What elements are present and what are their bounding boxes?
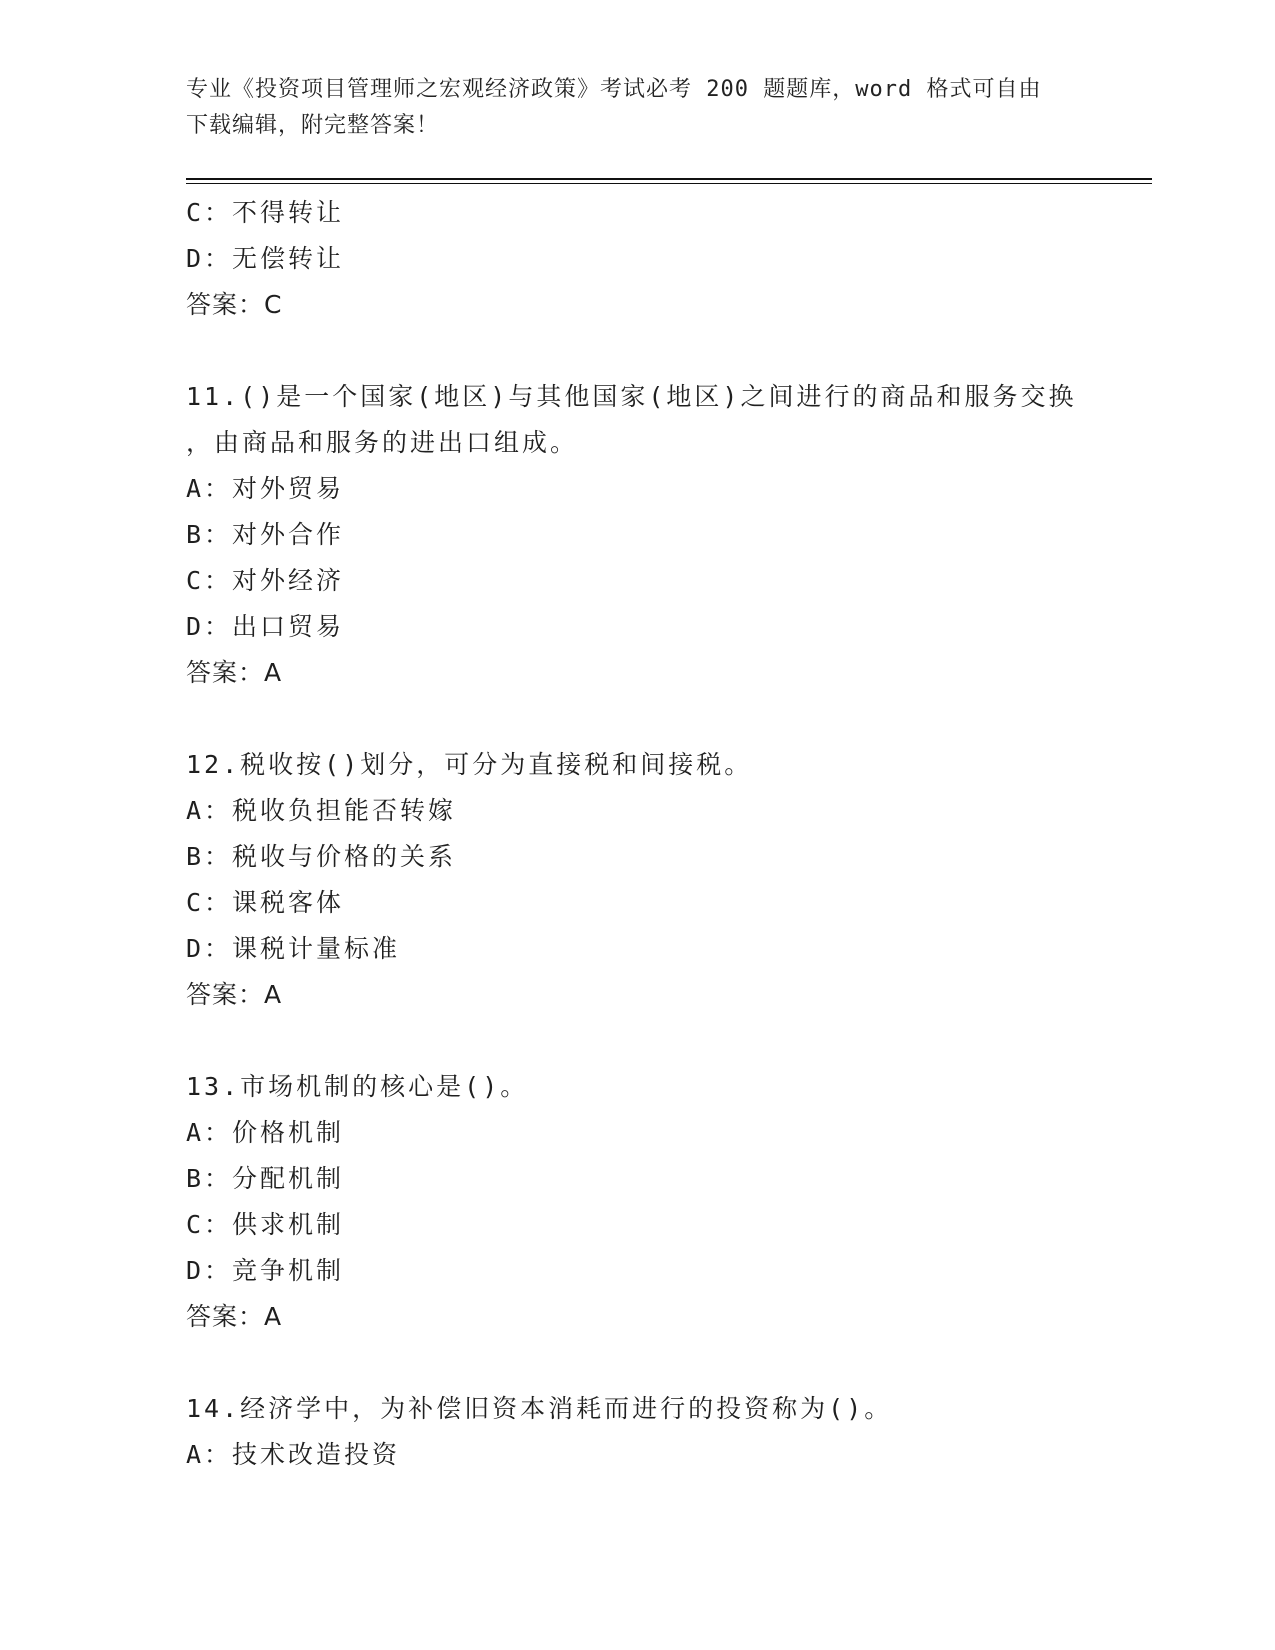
option-c: C：不得转让 [186, 198, 345, 227]
header-rule-thin [186, 183, 1152, 184]
question-text: 13.市场机制的核心是()。 [186, 1072, 529, 1101]
answer: 答案：A [186, 658, 283, 687]
question-text-cont: ，由商品和服务的进出口组成。 [186, 428, 579, 457]
answer: 答案：A [186, 1302, 283, 1331]
header-line-2: 下载编辑，附完整答案！ [186, 113, 440, 138]
question-text: 14.经济学中，为补偿旧资本消耗而进行的投资称为()。 [186, 1394, 893, 1423]
answer: 答案：C [186, 290, 283, 319]
answer: 答案：A [186, 980, 283, 1009]
header-rule [186, 178, 1152, 180]
option-a: A：税收负担能否转嫁 [186, 796, 457, 825]
question-list [186, 190, 1086, 1478]
option-b: B：对外合作 [186, 520, 345, 549]
document-header [186, 72, 1086, 144]
option-d: D：课税计量标准 [186, 934, 401, 963]
question-block-12 [186, 742, 1086, 1018]
option-a: A：价格机制 [186, 1118, 345, 1147]
question-block-13 [186, 1064, 1086, 1340]
option-c: C：对外经济 [186, 566, 345, 595]
option-b: B：分配机制 [186, 1164, 345, 1193]
option-a: A：对外贸易 [186, 474, 345, 503]
option-d: D：无偿转让 [186, 244, 345, 273]
question-block-10 [186, 190, 1086, 328]
option-d: D：出口贸易 [186, 612, 345, 641]
header-line-1: 专业《投资项目管理师之宏观经济政策》考试必考 200 题题库，word 格式可自由 [186, 77, 1042, 102]
option-d: D：竞争机制 [186, 1256, 345, 1285]
question-block-11 [186, 374, 1086, 696]
option-b: B：税收与价格的关系 [186, 842, 457, 871]
option-a: A：技术改造投资 [186, 1440, 401, 1469]
option-c: C：课税客体 [186, 888, 345, 917]
question-text: 11.()是一个国家(地区)与其他国家(地区)之间进行的商品和服务交换 [186, 382, 1077, 411]
option-c: C：供求机制 [186, 1210, 345, 1239]
question-text: 12.税收按()划分，可分为直接税和间接税。 [186, 750, 753, 779]
question-block-14 [186, 1386, 1086, 1478]
